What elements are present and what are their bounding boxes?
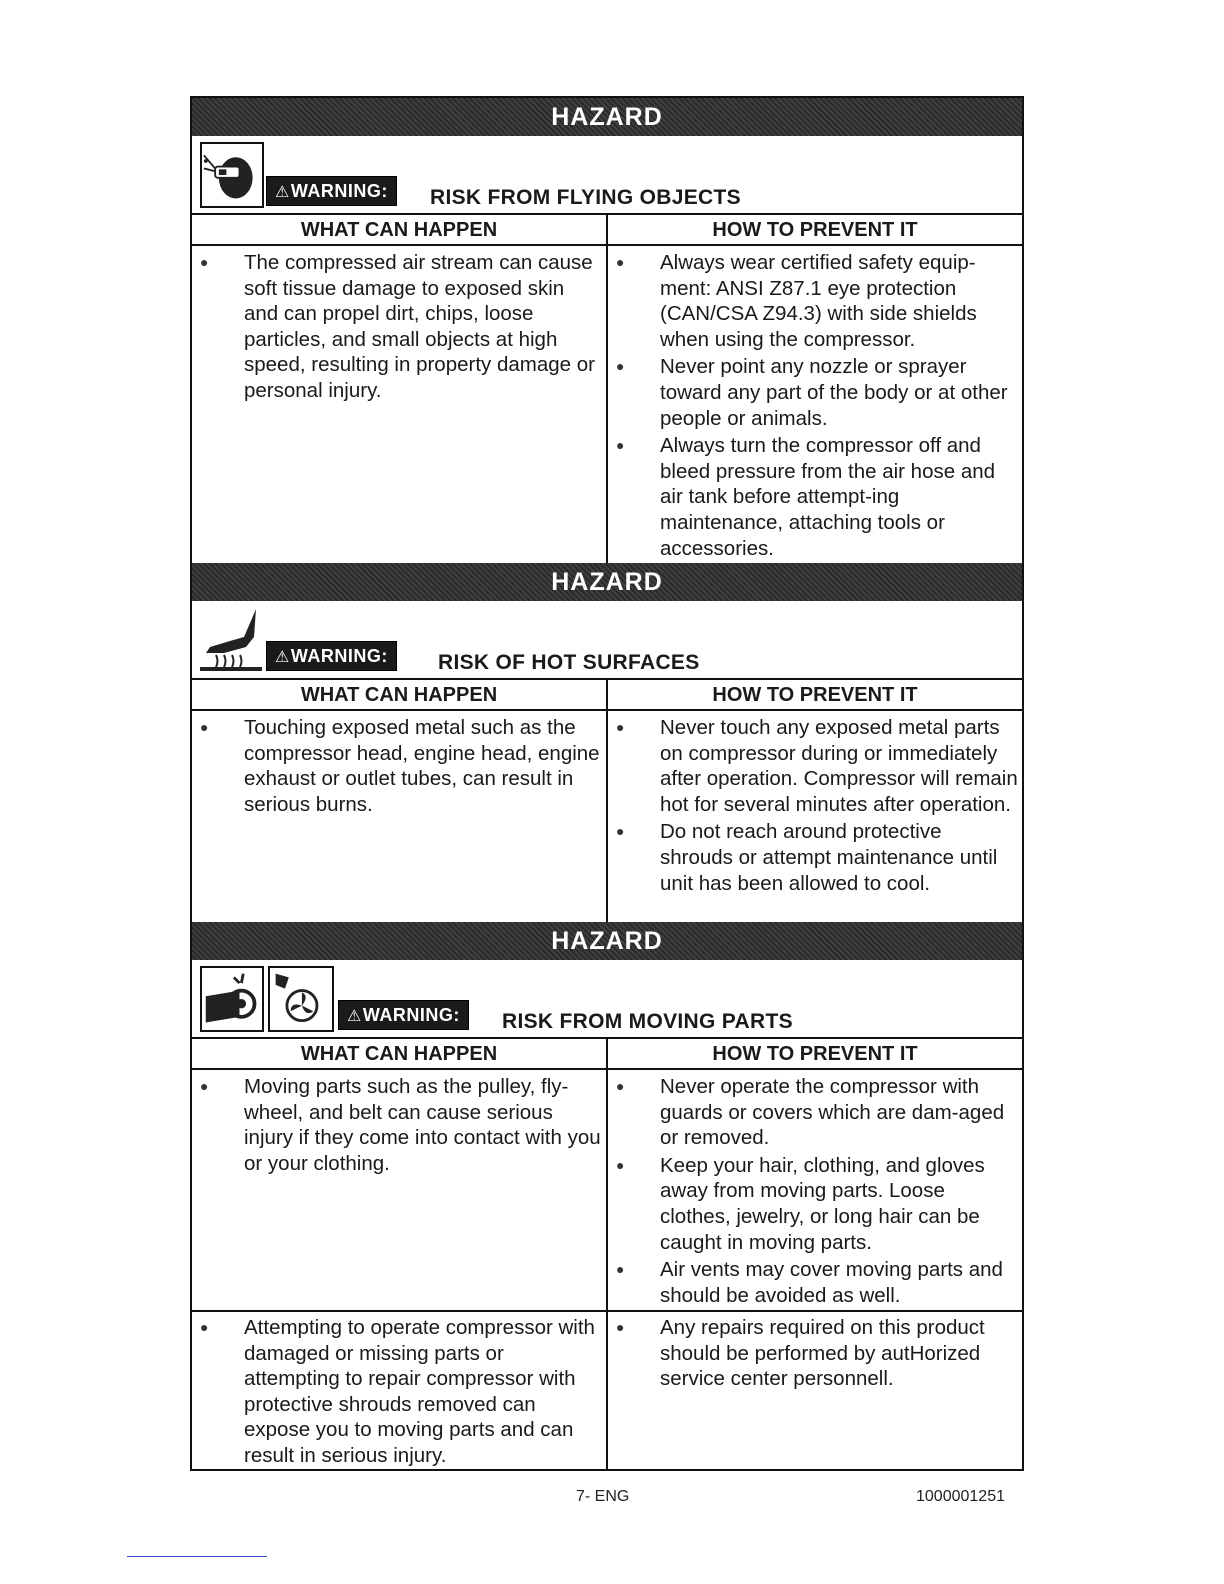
hot-surface-icon [200, 607, 262, 673]
hazard-header-2: HAZARD [192, 563, 1022, 601]
list-item: ● Never touch any exposed metal parts on compressor during or immediately after operation. Compressor will remain hot for several minutes after operation. [616, 716, 1018, 816]
risk-title-2: RISK OF HOT SURFACES [438, 651, 700, 674]
list-item: ● Always turn the compressor off and bleed pressure from the air hose and air tank before attempt-ing maintenance, attaching tools or accessories. [616, 434, 996, 560]
warning-badge-1: ⚠WARNING: [266, 176, 397, 206]
list-item: ● Do not reach around protective shrouds or attempt maintenance until unit has been allowed to cool. [616, 820, 998, 895]
how-to-prevent-cell [608, 1074, 1018, 1310]
list-item: ● Attempting to operate compressor with damaged or missing parts or attempting to repair compressor with protective shrouds removed can expose you to moving parts and can result in serious injury. [200, 1316, 595, 1467]
list-item: ● The compressed air stream can cause soft tissue damage to exposed skin and can propel dirt, chips, loose particles, and small objects at high speed, resulting in property damage or personal injury. [200, 251, 595, 402]
hazard-header-3: HAZARD [192, 922, 1022, 960]
pulley-belt-icon [200, 966, 264, 1032]
list-item: ● Touching exposed metal such as the compressor head, engine head, engine exhaust or outlet tubes, can result in serious burns. [200, 716, 600, 816]
document-number: 1000001251 [916, 1488, 1005, 1505]
what-can-happen-cell [192, 250, 602, 406]
col-what-can-happen-1: WHAT CAN HAPPEN [192, 215, 606, 246]
what-can-happen-cell [192, 715, 602, 819]
what-can-happen-cell [192, 1074, 602, 1178]
col-what-can-happen-2: WHAT CAN HAPPEN [192, 680, 606, 711]
warning-triangle-icon: ⚠ [275, 649, 290, 666]
fan-hand-icon [268, 966, 334, 1032]
list-item: ● Never operate the compressor with guards or covers which are dam-aged or removed. [616, 1075, 1005, 1150]
warning-row-1 [192, 136, 1022, 215]
warning-row-3 [192, 960, 1022, 1039]
how-to-prevent-cell [608, 715, 1018, 898]
list-item: ● Keep your hair, clothing, and gloves away from moving parts. Loose clothes, jewelry, or long hair can be caught in moving parts. [616, 1153, 985, 1254]
col-how-to-prevent-1: HOW TO PREVENT IT [608, 215, 1022, 246]
how-to-prevent-cell [608, 1315, 1018, 1394]
what-can-happen-cell [192, 1315, 602, 1471]
list-item: ● Air vents may cover moving parts and should be avoided as well. [616, 1258, 1003, 1307]
eye-protection-icon [200, 142, 264, 208]
warning-badge-2: ⚠WARNING: [266, 641, 397, 671]
underline-link[interactable] [127, 1556, 267, 1557]
warning-triangle-icon: ⚠ [275, 184, 290, 201]
col-how-to-prevent-3: HOW TO PREVENT IT [608, 1039, 1022, 1070]
col-how-to-prevent-2: HOW TO PREVENT IT [608, 680, 1022, 711]
row-divider [192, 1310, 1022, 1312]
list-item: ● Moving parts such as the pulley, fly-wheel, and belt can cause serious injury if they come into contact with you or your clothing. [200, 1075, 601, 1175]
hazard-header-1: HAZARD [192, 98, 1022, 136]
list-item: ● Never point any nozzle or sprayer toward any part of the body or at other people or animals. [616, 355, 1008, 430]
col-what-can-happen-3: WHAT CAN HAPPEN [192, 1039, 606, 1070]
warning-badge-3: ⚠WARNING: [338, 1000, 469, 1030]
warning-triangle-icon: ⚠ [347, 1008, 362, 1025]
hazard-table [190, 96, 1024, 1471]
how-to-prevent-cell [608, 250, 1018, 563]
list-item: ● Always wear certified safety equip-ment: ANSI Z87.1 eye protection (CAN/CSA Z94.3) with side shields when using the compressor. [616, 251, 977, 351]
page-number: 7- ENG [576, 1488, 630, 1505]
warning-row-2 [192, 601, 1022, 680]
risk-title-3: RISK FROM MOVING PARTS [502, 1010, 793, 1033]
risk-title-1: RISK FROM FLYING OBJECTS [430, 186, 741, 209]
list-item: ● Any repairs required on this product should be performed by autHorized service center personnell. [616, 1316, 985, 1391]
